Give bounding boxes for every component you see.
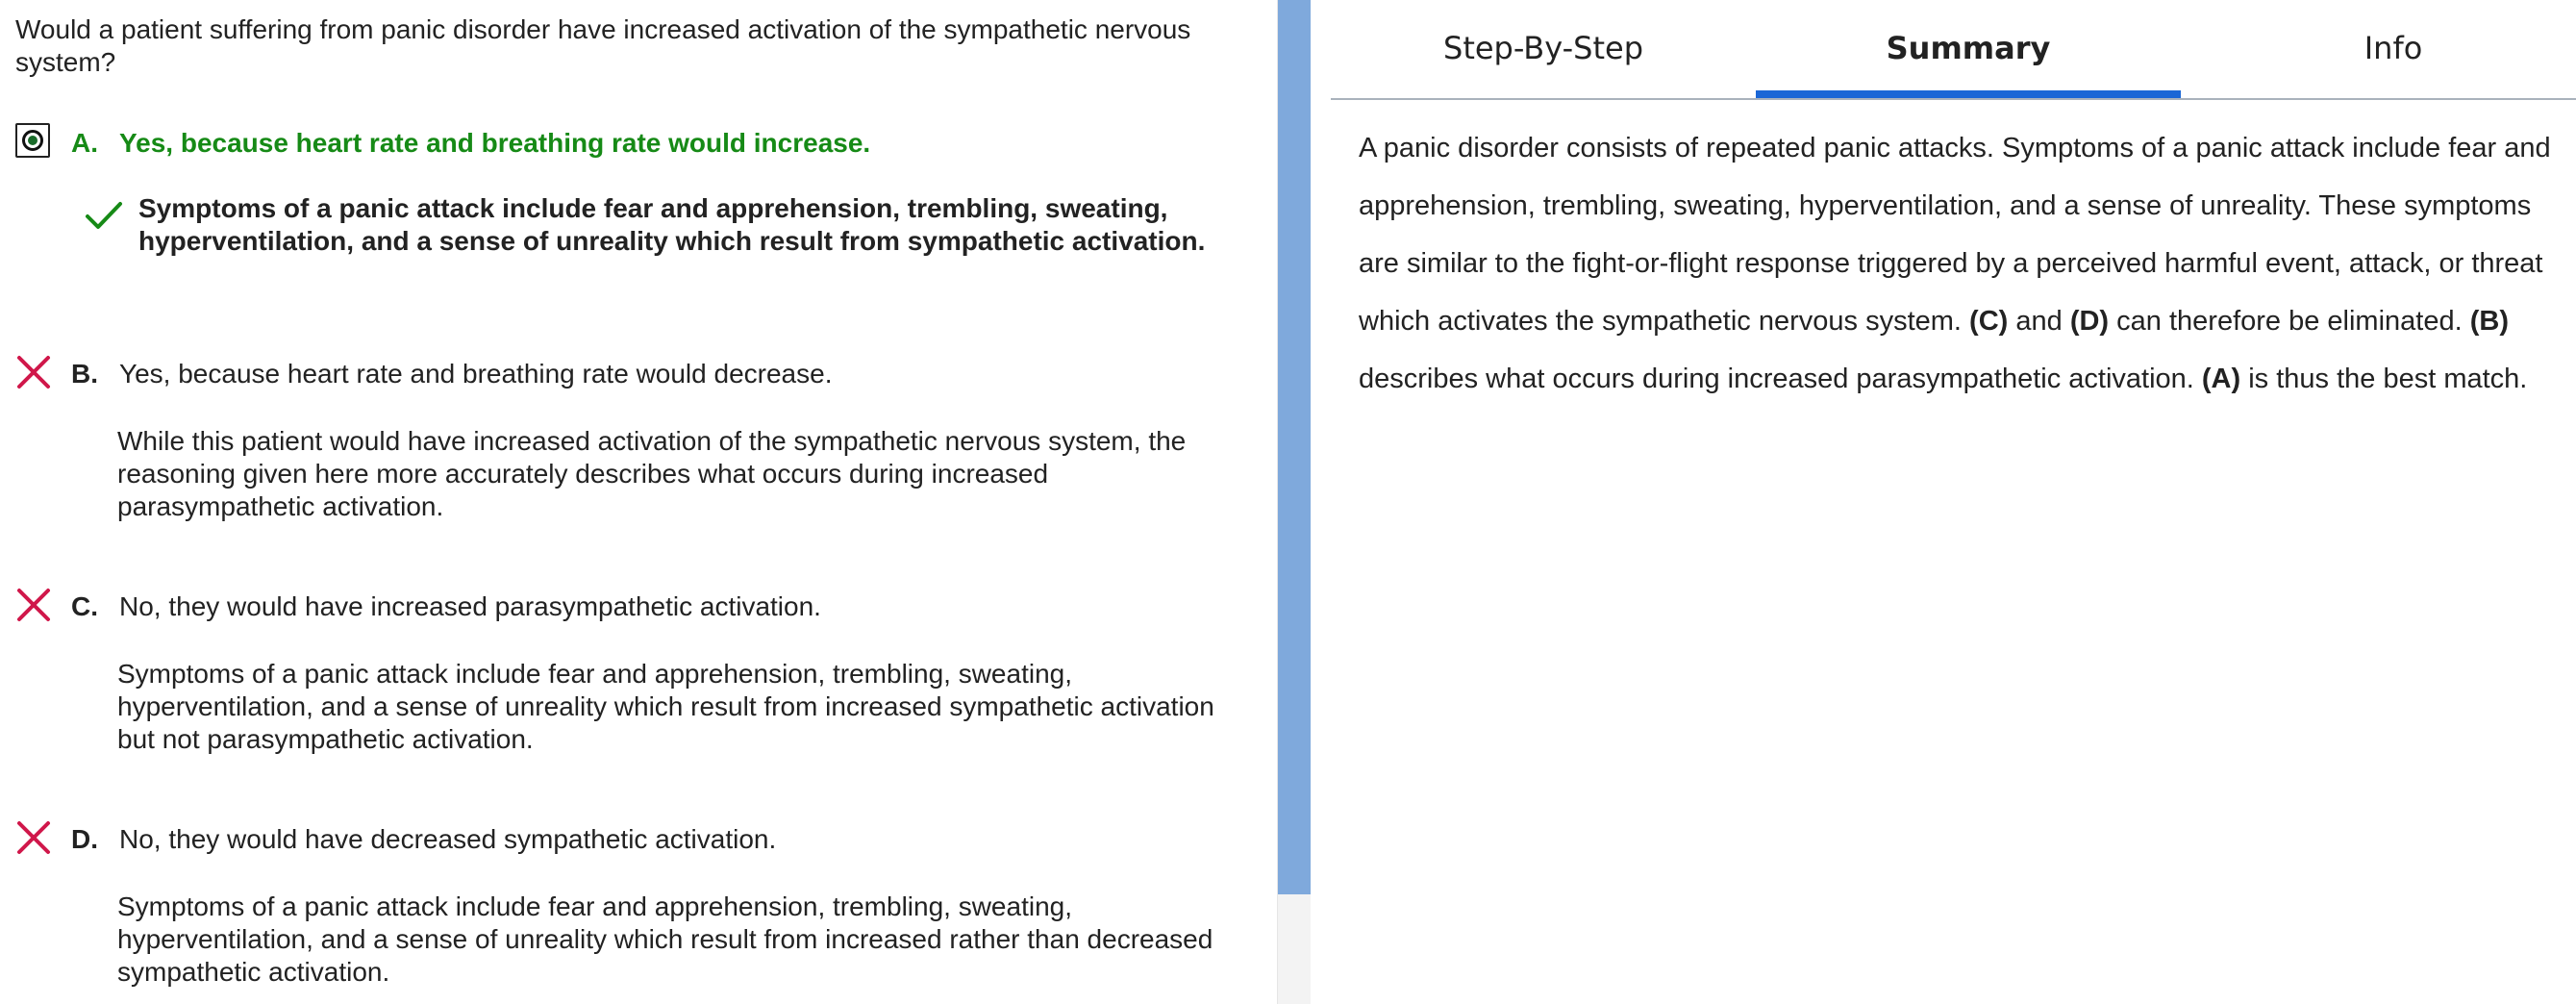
tab-info[interactable]: Info [2363, 30, 2423, 66]
checkmark-icon [85, 200, 123, 231]
tab-bar [1331, 0, 2576, 100]
choice-text: No, they would have decreased sympathetic activation. [119, 824, 777, 854]
x-icon [15, 354, 54, 392]
explanation-text: While this patient would have increased activation of the sympathetic nervous system, the reasoning given here more accurately describes what occurs during increased parasympathetic activation. [117, 426, 1187, 521]
choice-text: Yes, because heart rate and breathing rate would decrease. [119, 359, 833, 389]
explanation-text: Symptoms of a panic attack include fear and apprehension, trembling, sweating, hyperventilation, and a sense of unreality which result from increased rather than decreased sympathetic activation. [117, 891, 1213, 987]
x-icon [15, 587, 54, 625]
explanation-text: Symptoms of a panic attack include fear and apprehension, trembling, sweating, hyperventilation, and a sense of unreality which result from increased sympathetic activation but not parasympathetic activation. [117, 659, 1214, 754]
radio-selected-icon[interactable] [15, 123, 54, 162]
x-icon [15, 819, 54, 858]
choice-text: Yes, because heart rate and breathing rate would increase. [119, 128, 871, 158]
choice-text: No, they would have increased parasympathetic activation. [119, 591, 821, 621]
explanation-pane [1311, 0, 2576, 1004]
vertical-scrollbar[interactable] [1277, 0, 1312, 1004]
active-tab-indicator [1756, 90, 2181, 98]
choice-letter: A. [71, 128, 98, 158]
choice-letter: B. [71, 359, 98, 389]
choice-letter: C. [71, 591, 98, 621]
scrollbar-thumb[interactable] [1278, 0, 1312, 894]
question-text: Would a patient suffering from panic disorder have increased activation of the sympathetic nervous system? [15, 14, 1191, 77]
explanation-text: Symptoms of a panic attack include fear and apprehension, trembling, sweating, hyperventilation, and a sense of unreality which result from sympathetic activation. [138, 193, 1206, 256]
question-pane [0, 0, 1277, 1004]
tab-step-by-step[interactable]: Step-By-Step [1443, 30, 1643, 66]
tab-summary[interactable]: Summary [1886, 30, 2051, 66]
choice-letter: D. [71, 824, 98, 854]
summary-text: A panic disorder consists of repeated panic attacks. Symptoms of a panic attack include fear and apprehension, trembling, sweating, hyperventilation, and a sense of unreality. These symptoms are similar to the fight-or-flight response triggered by a perceived harmful event, attack, or threat which activates the sympathetic nervous system. (C) and (D) can therefore be eliminated. (B) describes what occurs during increased parasympathetic activation. (A) is thus the best match. [1359, 133, 2551, 394]
